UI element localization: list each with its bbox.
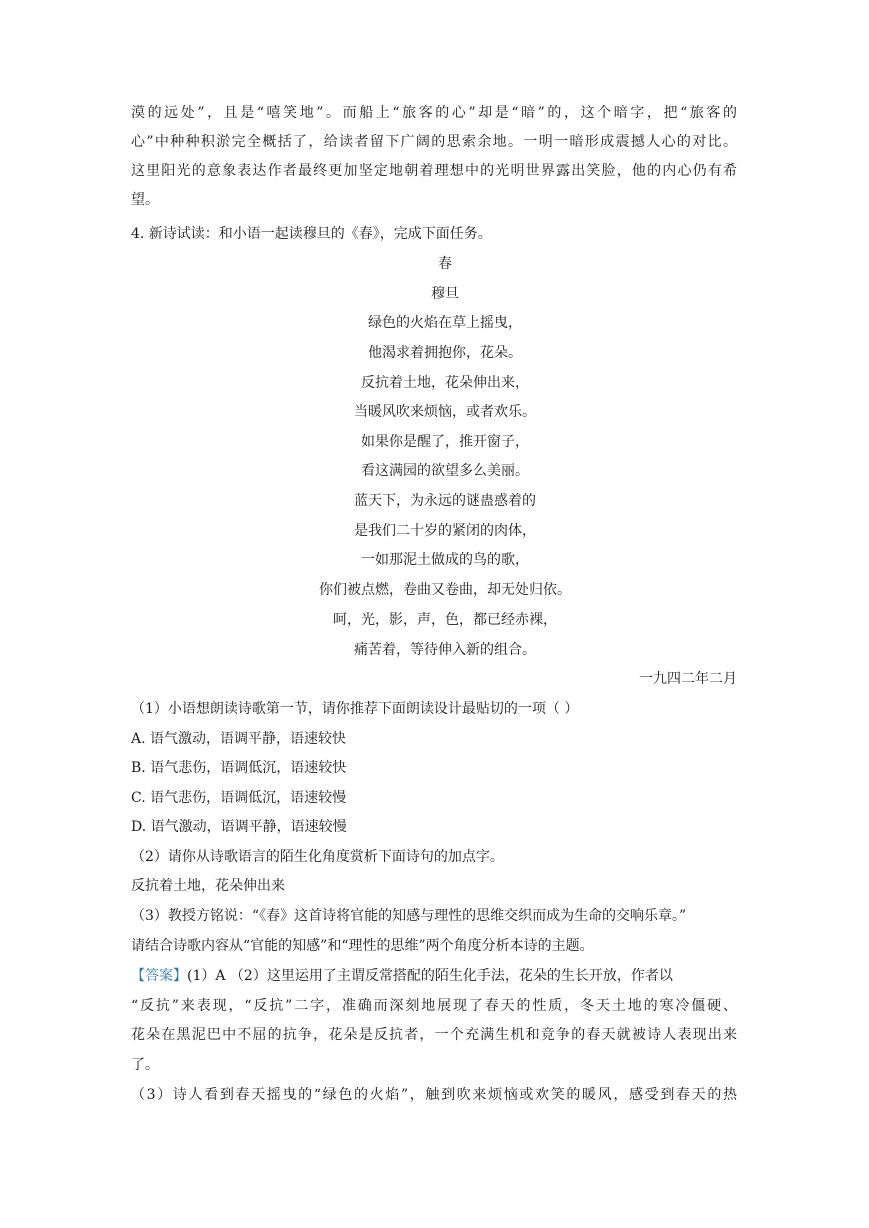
option-b: B. 语气悲伤，语调低沉，语速较快 <box>131 760 347 776</box>
poem-author: 穆旦 <box>431 286 459 302</box>
poem-line: 看这满园的欲望多么美丽。 <box>361 463 529 479</box>
poem-line-emphasis <box>131 373 759 393</box>
answer-line <box>131 966 737 986</box>
paragraph-line: 这里阳光的意象表达作者最终更加坚定地朝着理想中的光明世界露出笑脸，他的内心仍有希 <box>131 163 737 179</box>
emphasis-char: 反 <box>131 878 145 894</box>
poem-date: 一九四二年二月 <box>639 671 737 687</box>
paragraph-line: 望。 <box>131 192 159 208</box>
quoted-line-emphasis <box>131 876 737 896</box>
answer-tag: 【答案】 <box>131 968 187 984</box>
paragraph-line: 心”中种种积淤完全概括了，给读者留下广阔的思索余地。一明一暗形成震撼人心的对比。 <box>131 134 737 150</box>
poem-line: 绿色的火焰在草上摇曳， <box>368 315 522 331</box>
paragraph-line: 漠的远处”，且是“嘻笑地”。而船上“旅客的心”却是“暗”的，这个暗字，把“旅客的 <box>131 105 737 121</box>
poem-title: 春 <box>438 256 452 272</box>
poem-line: 当暖风吹来烦恼，或者欢乐。 <box>354 404 536 420</box>
poem-line: 是我们二十岁的紧闭的肉体， <box>354 523 536 539</box>
question-intro: 4. 新诗试读：和小语一起读穆旦的《春》，完成下面任务。 <box>131 226 492 242</box>
poem-line: 你们被点燃，卷曲又卷曲，却无处归依。 <box>319 582 571 598</box>
answer-line: （3）诗人看到春天摇曳的“绿色的火焰”，触到吹来烦恼或欢笑的暖风，感受到春天的热 <box>131 1087 737 1103</box>
question-stem: （2）请你从诗歌语言的陌生化角度赏析下面诗句的加点字。 <box>131 849 504 865</box>
poem-line-rest: 着土地，花朵伸出来， <box>389 375 529 391</box>
question-stem: （1）小语想朗读诗歌第一节，请你推荐下面朗读设计最贴切的一项（ ） <box>131 701 579 717</box>
question-stem: 请结合诗歌内容从“官能的知感”和“理性的思维”两个角度分析本诗的主题。 <box>131 938 594 954</box>
option-a: A. 语气激动，语调平静，语速较快 <box>131 731 347 747</box>
emphasis-char: 抗 <box>375 375 389 391</box>
answer-line: 花朵在黑泥巴中不屈的抗争，花朵是反抗者，一个充满生机和竞争的春天就被诗人表现出来 <box>131 1027 737 1043</box>
answer-text: (1）A （2）这里运用了主谓反常搭配的陌生化手法，花朵的生长开放，作者以 <box>187 968 673 984</box>
emphasis-char: 反 <box>361 375 375 391</box>
poem-line: 呵，光，影，声，色，都已经赤裸， <box>333 612 557 628</box>
answer-line: 了。 <box>131 1057 159 1073</box>
question-stem: （3）教授方铭说：“《春》这首诗将官能的知感与理性的思维交织而成为生命的交响乐章。” <box>131 908 687 924</box>
poem-line: 痛苦着，等待伸入新的组合。 <box>354 642 536 658</box>
poem-line: 一如那泥土做成的鸟的歌， <box>361 552 529 568</box>
poem-line: 他渴求着拥抱你，花朵。 <box>368 345 522 361</box>
option-c: C. 语气悲伤，语调低沉，语速较慢 <box>131 790 347 806</box>
emphasis-char: 抗 <box>145 878 159 894</box>
poem-line: 如果你是醒了，推开窗子， <box>361 434 529 450</box>
quoted-line-rest: 着土地，花朵伸出来 <box>159 878 285 894</box>
option-d: D. 语气激动，语调平静，语速较慢 <box>131 819 347 835</box>
poem-line: 蓝天下，为永远的谜蛊惑着的 <box>354 493 536 509</box>
answer-line: “反抗”来表现，“反抗”二字，准确而深刻地展现了春天的性质，冬天土地的寒冷僵硬、 <box>131 998 737 1014</box>
